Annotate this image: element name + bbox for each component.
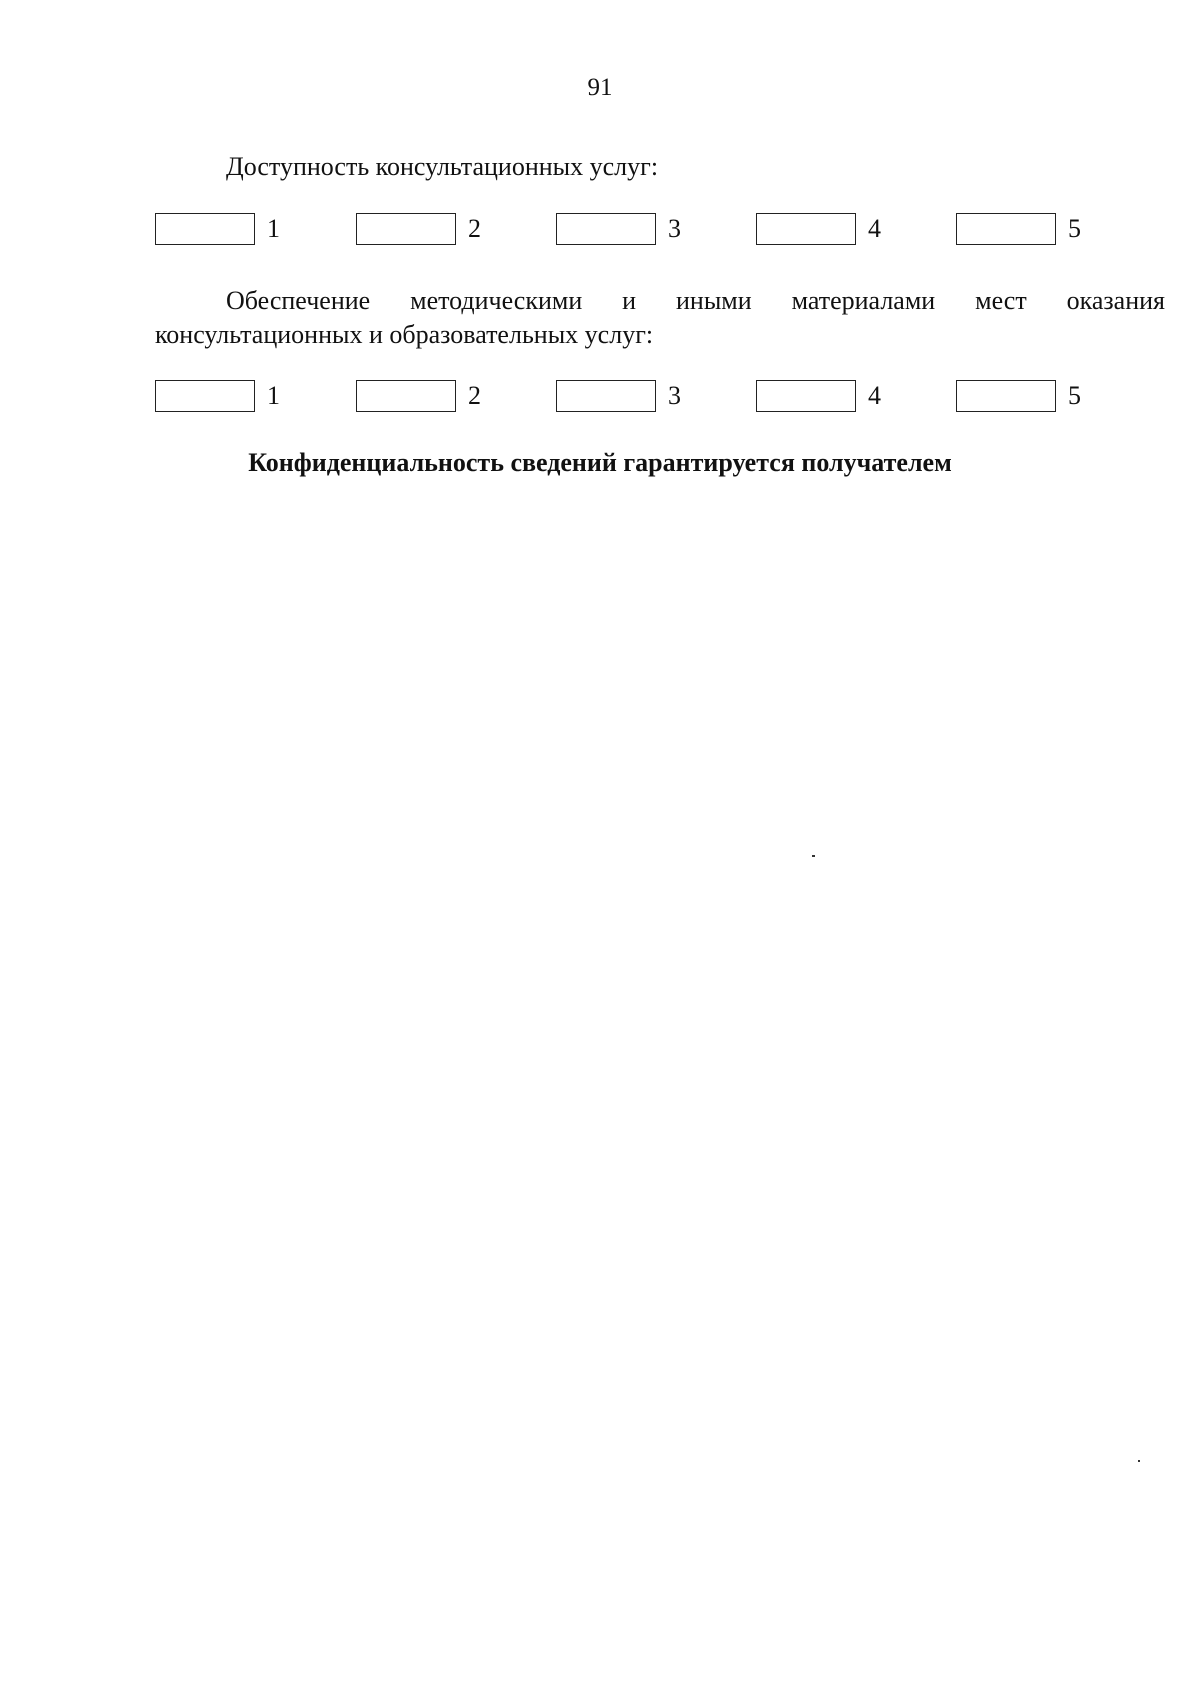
rating-option-label: 4 (868, 381, 881, 410)
rating-checkbox[interactable] (356, 380, 456, 412)
rating-option-3[interactable] (556, 213, 681, 245)
page-number: 91 (587, 74, 613, 101)
rating-option-label: 5 (1068, 214, 1081, 243)
rating-option-label: 1 (267, 381, 280, 410)
scan-speck (812, 855, 815, 857)
rating-option-5[interactable] (956, 380, 1081, 412)
rating-option-label: 3 (668, 214, 681, 243)
rating-option-label: 3 (668, 381, 681, 410)
question-consulting-availability: Доступность консультационных услуг: (226, 152, 659, 181)
rating-checkbox[interactable] (756, 213, 856, 245)
scan-speck (1138, 1460, 1140, 1462)
rating-scale-materials-provision (155, 380, 1165, 420)
rating-option-2[interactable] (356, 213, 481, 245)
rating-option-1[interactable] (155, 380, 280, 412)
rating-option-4[interactable] (756, 213, 881, 245)
rating-checkbox[interactable] (956, 380, 1056, 412)
rating-option-4[interactable] (756, 380, 881, 412)
rating-checkbox[interactable] (155, 380, 255, 412)
rating-option-label: 5 (1068, 381, 1081, 410)
rating-option-1[interactable] (155, 213, 280, 245)
rating-checkbox[interactable] (556, 213, 656, 245)
rating-option-5[interactable] (956, 213, 1081, 245)
rating-checkbox[interactable] (356, 213, 456, 245)
rating-checkbox[interactable] (556, 380, 656, 412)
confidentiality-note: Конфиденциальность сведений гарантируется получателем (248, 448, 952, 477)
rating-option-label: 1 (267, 214, 280, 243)
rating-checkbox[interactable] (155, 213, 255, 245)
question-materials-provision: Обеспечение методическими и иными материалами мест оказания консультационных и образовательных услуг: (155, 286, 1165, 349)
rating-option-2[interactable] (356, 380, 481, 412)
rating-checkbox[interactable] (956, 213, 1056, 245)
rating-option-label: 2 (468, 381, 481, 410)
rating-option-label: 4 (868, 214, 881, 243)
rating-checkbox[interactable] (756, 380, 856, 412)
rating-option-label: 2 (468, 214, 481, 243)
rating-option-3[interactable] (556, 380, 681, 412)
rating-scale-consulting-availability (155, 213, 1165, 253)
